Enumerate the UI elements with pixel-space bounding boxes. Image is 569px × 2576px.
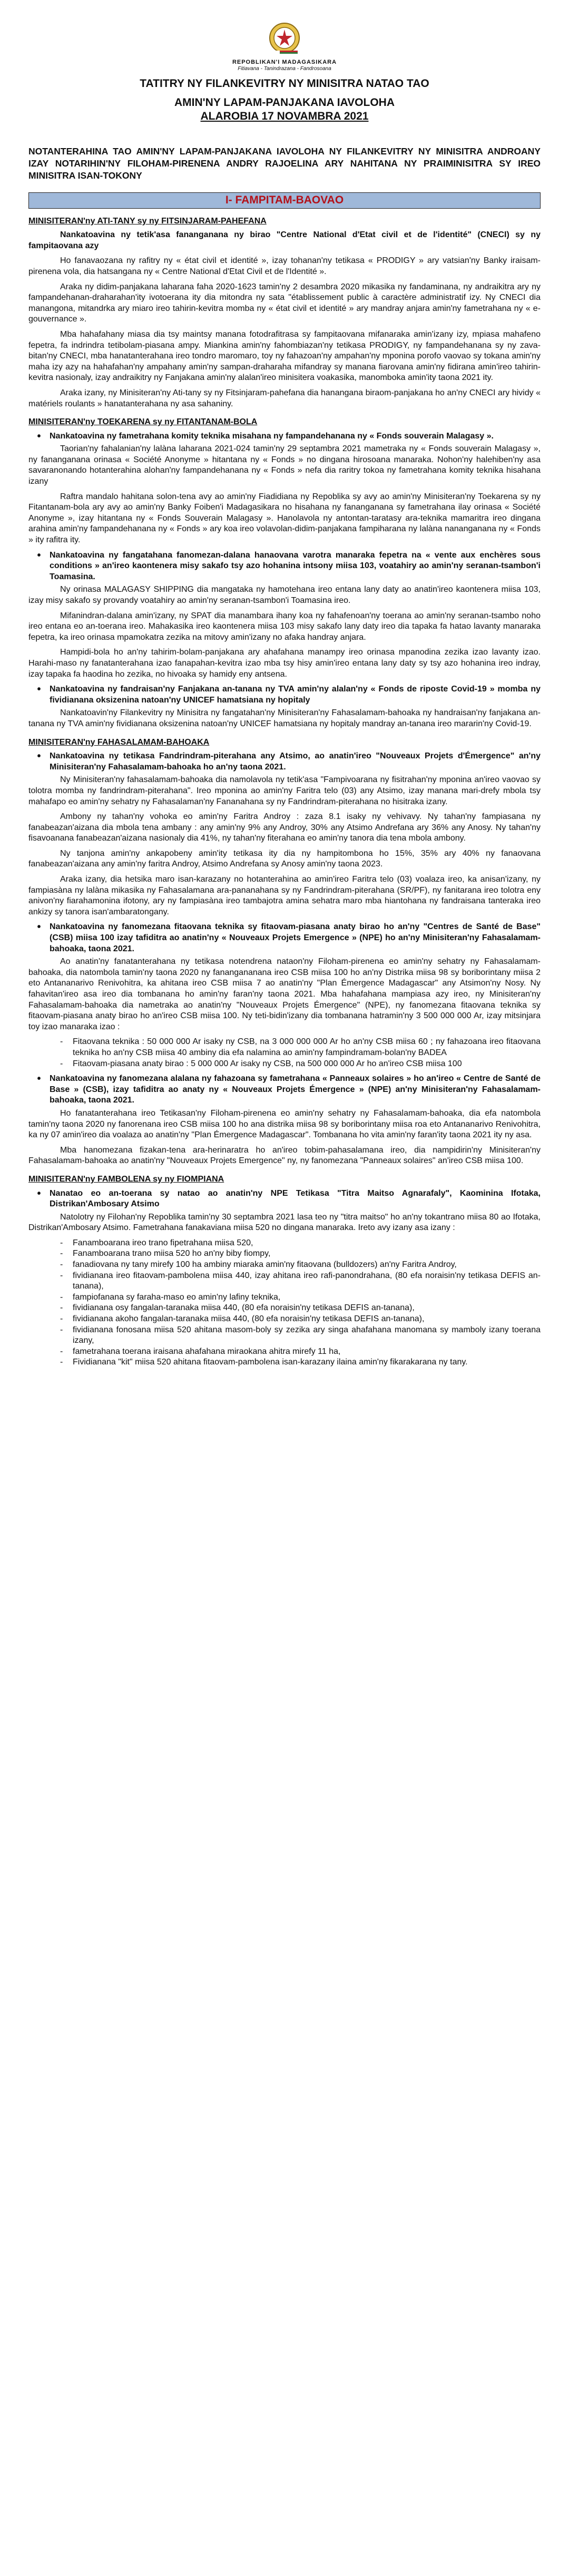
document-date: ALAROBIA 17 NOVAMBRA 2021 <box>200 110 369 122</box>
paragraph: Ho fanavaozana ny rafitry ny « état civil et identité », izay tohanan'ny tetikasa « PRODIGY » ary vatsian'ny Banky iraisam-pirenena vola, dia hatsangana ny « Centre National d'Etat Civil et de l'Identité ». <box>28 256 541 276</box>
national-seal-icon <box>266 20 303 57</box>
activity-list <box>60 1238 541 1368</box>
paragraph: Raftra mandalo hahitana solon-tena avy ao amin'ny Fiadidiana ny Repoblika sy avy ao amin'ny Minisiteran'ny Toekarena sy ny Fitantanam-bola ary avy ao amin'ny Banky Foiben'i Madagasikara no hisahana ny fananganana sy fametrahana ilay orinasa « Société Anonyme », izay hitantana ny « Fonds Souverain Malagasy ». Hanolavola ny antontan-taratasy ara-teknika mamaritra ireo dingana arahina amin'ny fampandehanana ny « Fonds » ary koa ireo volavolan-didim-panjakana fampiharana ny lalàna nananganana ny « Fonds » ity rafitra ity. <box>28 492 541 545</box>
measure-title: Nankatoavina ny fangatahana fanomezan-dalana hanaovana varotra manaraka fepetra na « vente aux enchères sous conditions » an'ireo kaontenera misy sakafo tsy azo hohanina intsony miisa 103, voatahiry ao amin'ny seranan-tsambon'i Toamasina. <box>50 550 541 581</box>
measure-item <box>28 1188 541 1210</box>
measure-item <box>28 751 541 773</box>
ministry-heading: MINISITERAN'ny TOEKARENA sy ny FITANTANAM-BOLA <box>28 417 258 427</box>
paragraph: Mifanindran-dalana amin'izany, ny SPAT dia manambara ihany koa ny fahafenoan'ny toerana ao amin'ny seranan-tsambo noho ireo entana eo an-toerana ireo. Mahakasika ireo kaontenera miisa 103 misy sakafo lany daty ireo dia tapaka fa hatao lavanty manaraka fepetra, ka ireo orinasa mpamokatra zezika na mitovy amin'izany no afaka handray anjara. <box>28 611 541 642</box>
document-title-line-2: AMIN'NY LAPAM-PANJAKANA IAVOLOHA <box>174 96 395 109</box>
list-item: - fividianana osy fangalan-taranaka miisa 440, (80 efa noraisin'ny tetikasa DEFIS an-tanana), <box>60 1303 541 1314</box>
paragraph: Araka izany, ny Minisiteran'ny Ati-tany sy ny Fitsinjaram-pahefana dia hanangana biraom-panjakana ho an'ny CNECI ary hividy « matériels roulants » hanatanterahana ny asa sahaniny. <box>28 388 541 408</box>
ministry-heading: MINISITERAN'ny FAMBOLENA sy ny FIOMPIANA <box>28 1174 224 1184</box>
national-motto: Fitiavana - Tanindrazana - Fandrosoana <box>238 66 331 72</box>
paragraph: Ny Minisiteran'ny fahasalamam-bahoaka dia namolavola ny tetik'asa "Fampivoarana ny fisitrahan'ny mponina an'ireo vaovao sy tolotra momba ny fandrindram-piterahana". Ireo mponina ao amin'ny Faritra telo (03) any Atsimo, izay manana mari-drefy mbola tsy mahafapo eo amin'ny sehatry ny Fahasalaman'ny Fananahana sy ny Fandrindram-piterahana no hisitraka izany. <box>28 775 541 806</box>
list-item: - Fitaovana teknika : 50 000 000 Ar isaky ny CSB, na 3 000 000 000 Ar ho an'ny CSB miisa 60 ; ny fahazoana ireo fitaovana teknika ho an'ny CSB miisa 40 ambiny dia efa nalamina ao amin'ny fampindramam-bolan'ny BADEA <box>60 1037 541 1058</box>
paragraph: Natolotry ny Filohan'ny Repoblika tamin'ny 30 septambra 2021 lasa teo ny "titra maitso" ho an'ny tokantrano miisa 80 ao Ifotaka, Distrikan'Ambosary Atsimo. Fametrahana fanakaviana miisa 520 no dingana manaraka. Ireto avy izany asa izany : <box>28 1212 541 1233</box>
bullet-icon: • <box>37 684 41 696</box>
paragraph: Araka ny didim-panjakana laharana faha 2020-1623 tamin'ny 2 desambra 2020 mikasika ny fandaminana, ny andraikitra ary ny fampandehanan-draharahan'ity ivotoerana ity dia mitondra ny sata "établissement public à caractère administratif izy. Ny CNECI dia manangona, mitandrka ary miaro ireo tahirin-kevitra momba ny « état civil et identité » ary mandray anjara amin'ny fametrahana ny « e-gouvernance ». <box>28 282 541 324</box>
paragraph: Taorian'ny fahalanian'ny lalàna laharana 2021-024 tamin'ny 29 septambra 2021 mametraka ny « Fonds souverain Malagasy », ny fananganana orinasa « Société Anonyme » hitantana ny « Fonds » no dingana hirosoana manaraka. Nohon'ny halehiben'ny asa savaranonando hotanterahina alohan'ny fampandehanana ny « Fonds » nefa dia raritry tokoa ny fametrahana komity teknika hisahana izany <box>28 444 541 486</box>
ministry-heading: MINISITERAN'ny ATI-TANY sy ny FITSINJARAM-PAHEFANA <box>28 216 267 226</box>
measure-title: Nankatoavina ny tetik'asa fananganana ny birao "Centre National d'Etat civil et de l'identité" (CNECI) sy ny fampitaovana azy <box>28 230 541 250</box>
paragraph: Mba hahafahany miasa dia tsy maintsy manana fotodrafitrasa sy fampitaovana mifanaraka amin'izany izy, mpiasa mahafeno fepetra, fa indrindra tetibolam-piasana ampy. Miankina amin'ny fahombiazan'ny tetikasa PRODIGY, ny fampandehanana sy ny zava-bitan'ny CNECI, mba hanatanterahana ireo tondro maromaro, toy ny fahazoan'ny ampahan'ny mponina porofo vaovao sy tokana amin'ny maha izy azy na hahafahan'ny ampahany amin'ny sampan-draharaha mifandray sy manana fiarovana amin'ny fidirana amin'ireo tahirin-kevitra nasionaly, izay andraikitry ny Fanjakana amin'ny alalan'ireo minisitera voakasika, manomboka amin'ity taona 2021 ity. <box>28 329 541 383</box>
paragraph: Ao anatin'ny fanatanterahana ny tetikasa notendrena nataon'ny Filoham-pirenena eo amin'ny sehatry ny Fahasalamam-bahoaka, dia natombola tamin'ny taona 2020 ny fanangananana ireo CSB miisa 100 ho an'ny Distrika miisa 98 sy boriborintany miisa 2 eto Antananarivo Renivohitra, ka ahitana ireo CSB miisa 7 ao anatin'ny "Plan Émergence Madagascar" any Atsimon'ny Nosy. Ny fahavitan'ireo asa ireo dia tombanana ho amin'ny faran'ny taona 2021. Mba hahafahana mampiasa azy ireo, ny Minisiteran'ny Fahasalamam-bahoaka dia nametraka ao anatin'ny "Nouveaux Projets Émergence" (NPE), ny fanomezana fitaovana teknika sy fitaovam-piasana anaty birao ho an'ireo CSB miisa 100. Ny teti-bidin'izany dia tombanana hatramin'ny 3 500 000 000 Ar, izay mitsinjara toy izao manaraka izao : <box>28 957 541 1031</box>
list-item: - Fanamboarana trano miisa 520 ho an'ny biby fiompy, <box>60 1248 541 1260</box>
budget-list <box>60 1037 541 1069</box>
paragraph: Nankatoavin'ny Filankevitry ny Minisitra ny fangatahan'ny Minisiteran'ny Fahasalamam-bahoaka ny handraisan'ny fanjakana an-tanana ny TVA amin'ny fividianana oksizenina natoan'ny UNICEF hamatsiana ny hopitaly mandray an-tanana ireo mararin'ny Covid-19. <box>28 708 541 728</box>
intro-paragraph: NOTANTERAHINA TAO AMIN'NY LAPAM-PANJAKANA IAVOLOHA NY FILANKEVITRY NY MINISITRA ANDROANY IZAY NOTARIHIN'NY FILOHAM-PIRENENA ANDRY RAJOELINA ARY NAHITANA NY PRAIMINISITRA SY IREO MINISITRA ISAN-TOKONY <box>28 146 541 181</box>
ministry-heading: MINISITERAN'ny FAHASALAMAM-BAHOAKA <box>28 737 210 747</box>
measure-title: Nankatoavina ny fandraisan'ny Fanjakana an-tanana ny TVA amin'ny alalan'ny « Fonds de riposte Covid-19 » momba ny fividianana oksizenina natoan'ny UNICEF hamatsiana ny hopitaly <box>50 685 541 705</box>
bullet-icon: • <box>37 1187 41 1199</box>
measure-title: Nankatoavina ny fanomezana fitaovana teknika sy fitaovam-piasana anaty birao ho an'ny "Centres de Santé de Base" (CSB) miisa 100 izay tafiditra ao anatin'ny « Nouveaux Projets Emergence » (NPE) ho an'ny Minisiteran'ny Fahasalamam-bahoaka, taona 2021. <box>50 922 541 953</box>
measure-title: Nanatao eo an-toerana sy natao ao anatin'ny NPE Tetikasa "Titra Maitso Agnarafaly", Kaominina Ifotaka, Distrikan'Ambosary Atsimo <box>50 1188 541 1209</box>
paragraph: Ambony ny tahan'ny vohoka eo amin'ny Faritra Androy : zaza 8.1 isaky ny vehivavy. Ny tahan'ny fampiasana ny fanabeazan'aizana dia mbola tena ambany : any amin'ny 9% any Androy, 30% any Atsimo Andrefana ary 36% any Anosy. Ny tahan'ny fisavoanana fanabeazan'aizana nasionaly dia 41%, ny tahan'ny fiterahana eo amin'ny tanora dia tena mbola ambony. <box>28 812 541 843</box>
paragraph: Mba hanomezana fizakan-tena ara-herinaratra ho an'ireo tobim-pahasalamana ireo, dia nampidirin'ny Minisiteran'ny Fahasalamam-bahoaka ao anatin'ny "Nouveaux Projets Emergence" ny, ny fanomezana "Panneaux solaires" an'ireo CSB miisa 100. <box>28 1145 541 1166</box>
document-header <box>0 0 569 123</box>
paragraph: Araka izany, dia hetsika maro isan-karazany no hotanterahina ao amin'ireo Faritra telo (03) voalaza ireo, ka anisan'izany, ny fampiasàna ny lalàna mikasika ny Fahasalamana ara-pananahana sy ny Fandrindram-piterahana (SR/PF), ny fanitarana ireo tolotra eny anivon'ny fiarahamonina ifotony, ary ny fampiasàna ireo tambajotra amina sehatra maro mba hiantohana ny fandraisana tanteraka ireo ankizy sy tanora isan'ambaratongany. <box>28 875 541 916</box>
paragraph: Ny orinasa MALAGASY SHIPPING dia mangataka ny hamotehana ireo entana lany daty ao anatin'ireo kaontenera miisa 103, izay misy sakafo sy provandy voatahiry ao amin'ny seranan-tsambon'i Toamasina ireo. <box>28 585 541 605</box>
bullet-icon: • <box>37 750 41 763</box>
list-item: - fametrahana toerana iraisana ahafahana miraokana ahitra mirefy 11 ha, <box>60 1346 541 1358</box>
bullet-icon: • <box>37 1073 41 1085</box>
measure-title: Nankatoavina ny tetikasa Fandrindram-piterahana any Atsimo, ao anatin'ireo "Nouveaux Projets d'Émergence" an'ny Minisiteran'ny Fahasalamam-bahoaka ho an'ny taona 2021. <box>50 752 541 772</box>
list-item: - fividianana fonosana miisa 520 ahitana masom-boly sy zezika ary singa ahafahana manomana sy mamboly izany toerana izany, <box>60 1325 541 1346</box>
measure-item <box>28 431 541 442</box>
measure-title: Nankatoavina ny fanomezana alalana ny fahazoana sy fametrahana « Panneaux solaires » ho an'ireo « Centre de Santé de Base » (CSB), izay tafiditra ao anaty ny « Nouveaux Projets Émergence » (NPE) an'ny Minisiteran'ny Fahasalamam-bahoaka, taona 2021. <box>50 1074 541 1105</box>
document-title-line-1: TATITRY NY FILANKEVITRY NY MINISITRA NATAO TAO <box>140 77 429 90</box>
bullet-icon: • <box>37 549 41 561</box>
bullet-icon: • <box>37 921 41 933</box>
measure-title: Nankatoavina ny fametrahana komity teknika misahana ny fampandehanana ny « Fonds souverain Malagasy ». <box>50 431 494 441</box>
bullet-icon: • <box>37 430 41 442</box>
list-item: - fividianana ireo fitaovam-pambolena miisa 440, izay ahitana ireo rafi-panondrahana, (80 efa noraisin'ny tetikasa DEFIS an-tanana), <box>60 1271 541 1292</box>
measure-item <box>28 550 541 583</box>
measure-item <box>28 1074 541 1106</box>
paragraph: Ny tanjona amin'ny ankapobeny amin'ity tetikasa ity dia ny hampitombona ho 15%, 35% ary 40% ny fanaovana fanabeazan'aizana any amin'ny faritra Androy, Atsimo Andrefana sy Anosy amin'ny taona 2023. <box>28 848 541 869</box>
document-body <box>28 132 541 1372</box>
list-item: - Fitaovam-piasana anaty birao : 5 000 000 Ar isaky ny CSB, na 500 000 000 Ar ho an'ireo CSB miisa 100 <box>60 1059 541 1070</box>
republic-name: REPOBLIKAN'I MADAGASIKARA <box>232 59 337 65</box>
measure-item <box>28 684 541 706</box>
list-item: - fividianana akoho fangalan-taranaka miisa 440, (80 efa noraisin'ny tetikasa DEFIS an-tanana), <box>60 1314 541 1325</box>
list-item: - fanadiovana ny tany mirefy 100 ha ambiny miaraka amin'ny fitaovana (bulldozers) an'ny Faritra Androy, <box>60 1260 541 1271</box>
list-item: - Fanamboarana ireo trano fipetrahana miisa 520, <box>60 1238 541 1249</box>
list-item: - fampiofanana sy faraha-maso eo amin'ny lafiny teknika, <box>60 1292 541 1303</box>
section-heading: I- FAMPITAM-BAOVAO <box>28 192 541 209</box>
paragraph: Hampidi-bola ho an'ny tahirim-bolam-panjakana ary ahafahana manampy ireo orinasa mpanodina zezika izao lavanty izao. Harahi-maso ny fanatanterahana izao fanapahan-kevitra izao mba tsy hisy amin'ireo entana lany daty sy tsy azo hohanina ireo indray, izay tapaka fa haodina ho zezika, no hivoaka sy hamidy eny antsena. <box>28 648 541 679</box>
paragraph: Ho fanatanterahana ireo Tetikasan'ny Filoham-pirenena eo amin'ny sehatry ny Fahasalamam-bahoaka, dia efa natombola tamin'ny taona 2020 ny fanorenana ireo CSB miisa 100 ho ana distrika miisa 98 sy boriborintany miisa roa eto Antananarivo Renivohitra, ka ny 07 amin'ireo dia voalaza ao anatin'ny "Plan Émergence Madagascar". Tombanana ho vita amin'ny faran'ity taona 2021 ity ny asa. <box>28 1108 541 1140</box>
measure-item <box>28 922 541 954</box>
list-item: - Fividianana "kit" miisa 520 ahitana fitaovam-pambolena isan-karazany ilaina amin'ny fikarakarana ny tany. <box>60 1357 541 1368</box>
